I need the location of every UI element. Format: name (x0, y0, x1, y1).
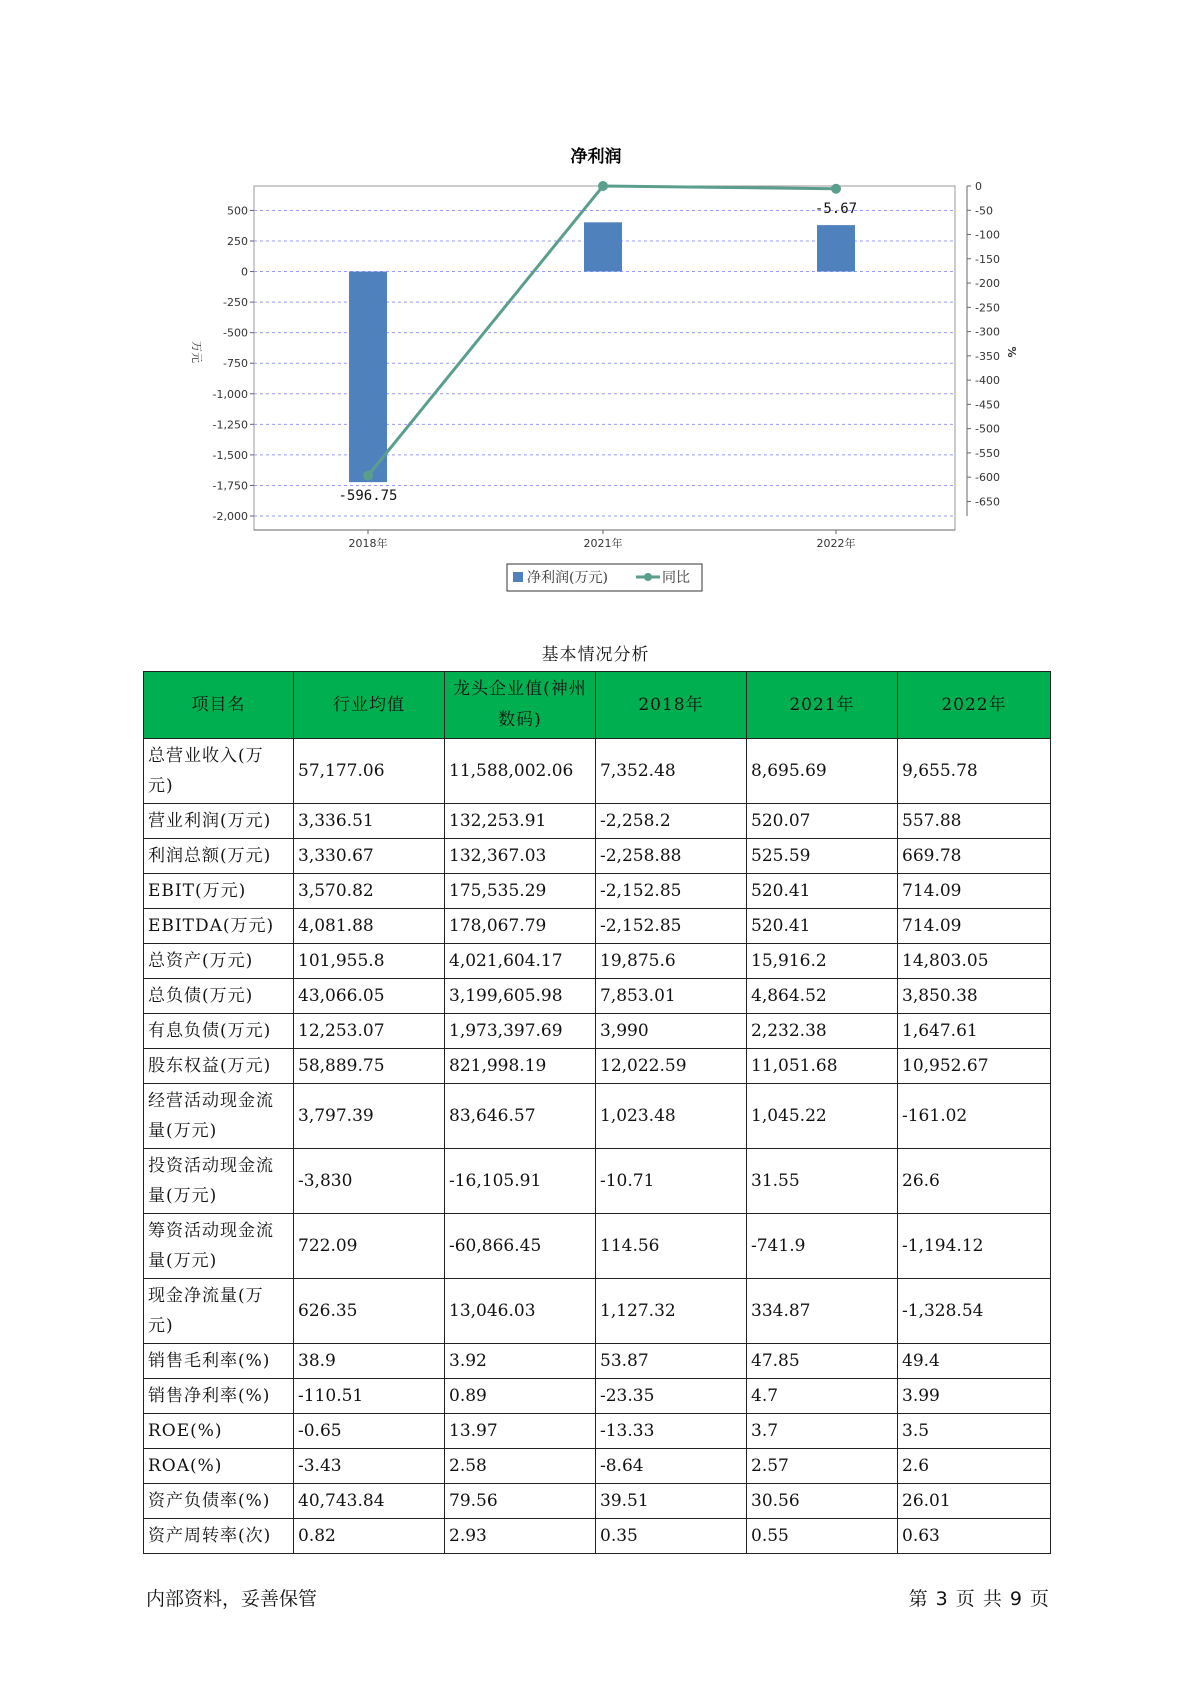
y2-tick-label: -50 (975, 204, 993, 218)
row-label: 经营活动现金流量(万元) (144, 1084, 294, 1149)
y-tick-label: -1,500 (212, 448, 248, 462)
table-cell: 10,952.67 (898, 1049, 1051, 1084)
table-cell: 53.87 (596, 1344, 747, 1379)
table-row (144, 1014, 1051, 1049)
row-label: 筹资活动现金流量(万元) (144, 1214, 294, 1279)
table-cell: 83,646.57 (445, 1084, 596, 1149)
table-cell: -3,830 (294, 1149, 445, 1214)
table-cell: 13.97 (445, 1414, 596, 1449)
table-row (144, 839, 1051, 874)
table-row (144, 1414, 1051, 1449)
table-cell: -2,258.2 (596, 804, 747, 839)
table-cell: 4,864.52 (747, 979, 898, 1014)
table-cell: 0.82 (294, 1519, 445, 1554)
table-row (144, 1344, 1051, 1379)
table-cell: 114.56 (596, 1214, 747, 1279)
table-row (144, 1049, 1051, 1084)
row-label: EBIT(万元) (144, 874, 294, 909)
y-tick-label: -1,750 (212, 479, 248, 493)
table-cell: -3.43 (294, 1449, 445, 1484)
table-cell: -10.71 (596, 1149, 747, 1214)
table-cell: 626.35 (294, 1279, 445, 1344)
table-cell: 2,232.38 (747, 1014, 898, 1049)
bar (817, 225, 855, 271)
row-label: 投资活动现金流量(万元) (144, 1149, 294, 1214)
header-item-name: 项目名 (144, 672, 294, 739)
table-row (144, 739, 1051, 804)
table-body (144, 739, 1051, 1554)
y-tick-label: 0 (241, 265, 248, 279)
table-cell: -741.9 (747, 1214, 898, 1279)
row-label: 有息负债(万元) (144, 1014, 294, 1049)
table-cell: 0.55 (747, 1519, 898, 1554)
table-row (144, 944, 1051, 979)
table-cell: 43,066.05 (294, 979, 445, 1014)
table-cell: -2,152.85 (596, 909, 747, 944)
table-cell: 40,743.84 (294, 1484, 445, 1519)
table-cell: 12,022.59 (596, 1049, 747, 1084)
table-cell: -8.64 (596, 1449, 747, 1484)
row-label: 利润总额(万元) (144, 839, 294, 874)
y-tick-label: -2,000 (212, 510, 248, 523)
y2-tick-label: 0 (975, 180, 982, 193)
table-cell: 175,535.29 (445, 874, 596, 909)
bar (584, 222, 622, 271)
legend-swatch-bar (513, 572, 523, 582)
row-label: ROE(%) (144, 1414, 294, 1449)
table-cell: 31.55 (747, 1149, 898, 1214)
table-cell: 14,803.05 (898, 944, 1051, 979)
table-cell: 178,067.79 (445, 909, 596, 944)
row-label: 现金净流量(万元) (144, 1279, 294, 1344)
row-label: 总营业收入(万元) (144, 739, 294, 804)
table-cell: -23.35 (596, 1379, 747, 1414)
table-cell: -161.02 (898, 1084, 1051, 1149)
table-cell: 13,046.03 (445, 1279, 596, 1344)
yoy-point (363, 471, 373, 481)
table-cell: 132,253.91 (445, 804, 596, 839)
table-cell: 132,367.03 (445, 839, 596, 874)
table-cell: 38.9 (294, 1344, 445, 1379)
header-leader-value: 龙头企业值(神州数码) (445, 672, 596, 739)
table-cell: 2.93 (445, 1519, 596, 1554)
table-row (144, 1084, 1051, 1149)
row-label: 销售毛利率(%) (144, 1344, 294, 1379)
table-cell: 2.57 (747, 1449, 898, 1484)
table-cell: 4,021,604.17 (445, 944, 596, 979)
table-cell: 11,588,002.06 (445, 739, 596, 804)
table-cell: 3,570.82 (294, 874, 445, 909)
y2-tick-label: -650 (975, 495, 1000, 509)
table-row (144, 804, 1051, 839)
y2-tick-label: -550 (975, 446, 1000, 460)
legend-swatch-dot (644, 573, 652, 581)
y2-tick-label: -600 (975, 471, 1000, 485)
y-axis-label: 万元 (190, 341, 203, 363)
basic-analysis-table (143, 671, 1051, 1554)
table-cell: 525.59 (747, 839, 898, 874)
table-cell: -1,194.12 (898, 1214, 1051, 1279)
table-cell: 520.07 (747, 804, 898, 839)
x-tick-label: 2022年 (816, 537, 856, 550)
table-cell: 15,916.2 (747, 944, 898, 979)
y2-tick-label: -250 (975, 301, 1000, 315)
table-cell: 714.09 (898, 874, 1051, 909)
table-row (144, 1449, 1051, 1484)
table-header-row (144, 672, 1051, 739)
y-tick-label: -250 (223, 296, 248, 310)
table-cell: -13.33 (596, 1414, 747, 1449)
yoy-point (598, 181, 608, 191)
legend-label-bar: 净利润(万元) (527, 570, 608, 586)
y2-tick-label: -350 (975, 349, 1000, 363)
table-cell: 9,655.78 (898, 739, 1051, 804)
row-label: 总负债(万元) (144, 979, 294, 1014)
table-row (144, 1519, 1051, 1554)
table-cell: -1,328.54 (898, 1279, 1051, 1344)
y-tick-label: -1,000 (212, 387, 248, 401)
table-cell: 3.92 (445, 1344, 596, 1379)
y2-tick-label: -150 (975, 252, 1000, 266)
table-cell: 520.41 (747, 909, 898, 944)
y2-tick-label: -450 (975, 398, 1000, 412)
y2-tick-label: -500 (975, 422, 1000, 436)
table-cell: 3,797.39 (294, 1084, 445, 1149)
table-cell: 47.85 (747, 1344, 898, 1379)
table-cell: 4.7 (747, 1379, 898, 1414)
y2-tick-label: -300 (975, 325, 1000, 339)
table-cell: 3.99 (898, 1379, 1051, 1414)
table-cell: 557.88 (898, 804, 1051, 839)
table-cell: 1,973,397.69 (445, 1014, 596, 1049)
table-cell: 49.4 (898, 1344, 1051, 1379)
row-label: 销售净利率(%) (144, 1379, 294, 1414)
table-row (144, 1149, 1051, 1214)
table-cell: 26.01 (898, 1484, 1051, 1519)
data-label: -596.75 (338, 488, 398, 504)
net-profit-chart (0, 0, 1191, 600)
table-cell: 26.6 (898, 1149, 1051, 1214)
footer-page-number: 第 3 页 共 9 页 (908, 1588, 1050, 1610)
x-tick-label: 2021年 (583, 537, 623, 550)
table-row (144, 1484, 1051, 1519)
table-cell: 0.89 (445, 1379, 596, 1414)
chart-svg (0, 0, 1191, 600)
y-tick-label: -750 (223, 357, 248, 371)
table-cell: -16,105.91 (445, 1149, 596, 1214)
table-cell: 0.35 (596, 1519, 747, 1554)
table-cell: 19,875.6 (596, 944, 747, 979)
y2-tick-label: -200 (975, 277, 1000, 291)
table-cell: 3,850.38 (898, 979, 1051, 1014)
table-row (144, 1379, 1051, 1414)
header-industry-avg: 行业均值 (294, 672, 445, 739)
table-cell: -2,152.85 (596, 874, 747, 909)
y2-tick-label: -400 (975, 374, 1000, 388)
table-cell: 7,853.01 (596, 979, 747, 1014)
y-tick-label: 500 (227, 204, 248, 218)
row-label: 营业利润(万元) (144, 804, 294, 839)
row-label: ROA(%) (144, 1449, 294, 1484)
row-label: EBITDA(万元) (144, 909, 294, 944)
header-2018: 2018年 (596, 672, 747, 739)
table-cell: 3.5 (898, 1414, 1051, 1449)
table-cell: 3,990 (596, 1014, 747, 1049)
legend-label-line: 同比 (662, 570, 690, 586)
table-cell: -0.65 (294, 1414, 445, 1449)
table-row (144, 979, 1051, 1014)
table-cell: 1,647.61 (898, 1014, 1051, 1049)
yoy-point (831, 184, 841, 194)
header-2021: 2021年 (747, 672, 898, 739)
table-cell: 8,695.69 (747, 739, 898, 804)
table-cell: 1,127.32 (596, 1279, 747, 1344)
row-label: 资产负债率(%) (144, 1484, 294, 1519)
table-cell: 722.09 (294, 1214, 445, 1279)
table-cell: 0.63 (898, 1519, 1051, 1554)
table-cell: 714.09 (898, 909, 1051, 944)
table-cell: 79.56 (445, 1484, 596, 1519)
table-cell: 4,081.88 (294, 909, 445, 944)
table-cell: -60,866.45 (445, 1214, 596, 1279)
table-cell: 3,199,605.98 (445, 979, 596, 1014)
table-cell: -110.51 (294, 1379, 445, 1414)
y2-axis-label: % (1005, 346, 1018, 358)
table-cell: 57,177.06 (294, 739, 445, 804)
footer-confidential: 内部资料，妥善保管 (146, 1588, 318, 1610)
data-label: -5.67 (814, 201, 858, 217)
table-cell: 7,352.48 (596, 739, 747, 804)
table-cell: 11,051.68 (747, 1049, 898, 1084)
x-tick-label: 2018年 (348, 537, 388, 550)
row-label: 总资产(万元) (144, 944, 294, 979)
row-label: 资产周转率(次) (144, 1519, 294, 1554)
row-label: 股东权益(万元) (144, 1049, 294, 1084)
table-cell: 1,023.48 (596, 1084, 747, 1149)
table-cell: 821,998.19 (445, 1049, 596, 1084)
table-cell: 3,330.67 (294, 839, 445, 874)
table-cell: 58,889.75 (294, 1049, 445, 1084)
chart-title: 净利润 (570, 147, 622, 167)
y-tick-label: -1,250 (212, 418, 248, 432)
header-2022: 2022年 (898, 672, 1051, 739)
table-cell: 520.41 (747, 874, 898, 909)
y-tick-label: 250 (227, 235, 248, 248)
table-cell: 30.56 (747, 1484, 898, 1519)
table-cell: 2.58 (445, 1449, 596, 1484)
y-tick-label: -500 (223, 326, 248, 340)
table-cell: 3.7 (747, 1414, 898, 1449)
table-row (144, 909, 1051, 944)
table-cell: 2.6 (898, 1449, 1051, 1484)
table-cell: 101,955.8 (294, 944, 445, 979)
bar (349, 272, 387, 483)
table-cell: -2,258.88 (596, 839, 747, 874)
table-cell: 12,253.07 (294, 1014, 445, 1049)
table-cell: 39.51 (596, 1484, 747, 1519)
table-row (144, 874, 1051, 909)
table-cell: 3,336.51 (294, 804, 445, 839)
table-cell: 669.78 (898, 839, 1051, 874)
table-caption: 基本情况分析 (541, 645, 650, 665)
table-row (144, 1279, 1051, 1344)
table-cell: 1,045.22 (747, 1084, 898, 1149)
table-row (144, 1214, 1051, 1279)
y2-tick-label: -100 (975, 228, 1000, 242)
table-cell: 334.87 (747, 1279, 898, 1344)
